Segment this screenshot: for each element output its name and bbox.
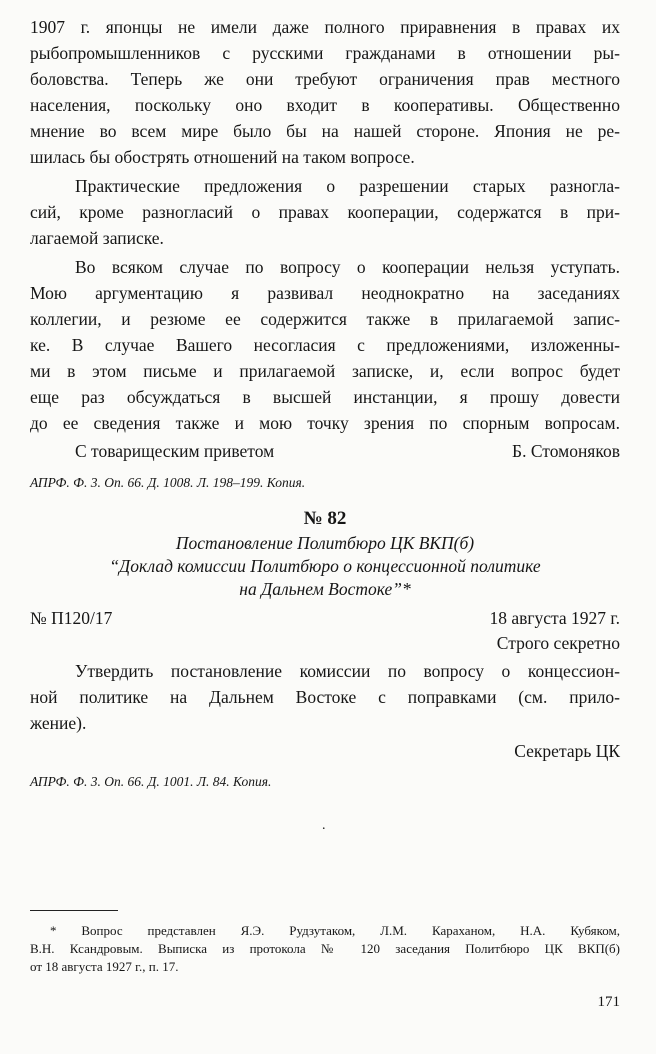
document-title-line: “Доклад комиссии Политбюро о концессионной политике [109,556,541,576]
text-line: Практические предложения о разрешении старых разногла- [75,176,620,196]
text-line: ке. В случае Вашего несогласия с предложениями, изложенны- [30,335,620,355]
text-line: боловства. Теперь же они требуют ограничения прав местного [30,69,620,89]
footnote-divider [30,910,118,911]
document-reference: № П120/17 [30,608,113,628]
text-line: еще раз обсуждаться в высшей инстанции, я прошу довести [30,387,620,407]
document-title-line: Постановление Политбюро ЦК ВКП(б) [175,533,475,553]
text-line: ми в этом письме и прилагаемой записке, и, если вопрос будет [30,361,620,381]
footnote-line: от 18 августа 1927 г., п. 17. [30,959,179,974]
closing-greeting: С товарищеским приветом [75,441,275,461]
footnote-line: * Вопрос представлен Я.Э. Рудзутаком, Л.М. Караханом, Н.А. Кубяком, [50,923,620,938]
document-date: 18 августа 1927 г. [489,608,620,628]
archive-source: АПРФ. Ф. 3. Оп. 66. Д. 1001. Л. 84. Копия. [30,774,272,789]
text-line: Мою аргументацию я развивал неоднократно на заседаниях [30,283,620,303]
footnote-line: В.Н. Ксандровым. Выписка из протокола № 120 заседания Политбюро ЦК ВКП(б) [30,941,620,956]
text-line: Утвердить постановление комиссии по вопросу о концессион- [75,661,620,681]
text-line: до ее сведения также и мою точку зрения по спорным вопросам. [30,413,620,433]
secrecy-mark: Строго секретно [496,633,620,653]
document-number: № 82 [303,508,347,529]
text-line: лагаемой записке. [30,228,164,248]
text-line: населения, поскольку оно входит в кооперативы. Общественно [30,95,620,115]
signature: Б. Стомоняков [512,441,620,461]
text-line: коллегии, и резюме ее содержится также в прилагаемой запис- [30,309,620,329]
page-number: 171 [597,994,620,1010]
text-line: 1907 г. японцы не имели даже полного приравнения в правах их [30,17,620,37]
text-line: жение). [30,713,87,733]
text-line: рыбопромышленников с русскими гражданами в отношении ры- [30,43,620,63]
stray-mark: . [322,818,326,833]
document-title-line: на Дальнем Востоке”* [239,579,411,599]
text-line: мнение во всем мире было бы на нашей стороне. Япония не ре- [30,121,620,141]
archive-source: АПРФ. Ф. 3. Оп. 66. Д. 1008. Л. 198–199. Копия. [30,475,306,490]
text-line: ной политике на Дальнем Востоке с поправками (см. прило- [30,687,620,707]
text-line: Во всяком случае по вопросу о кооперации нельзя уступать. [75,257,620,277]
signer: Секретарь ЦК [514,741,620,761]
text-line: сий, кроме разногласий о правах кооперации, содержатся в при- [30,202,620,222]
text-line: шилась бы обострять отношений на таком вопросе. [30,147,415,167]
